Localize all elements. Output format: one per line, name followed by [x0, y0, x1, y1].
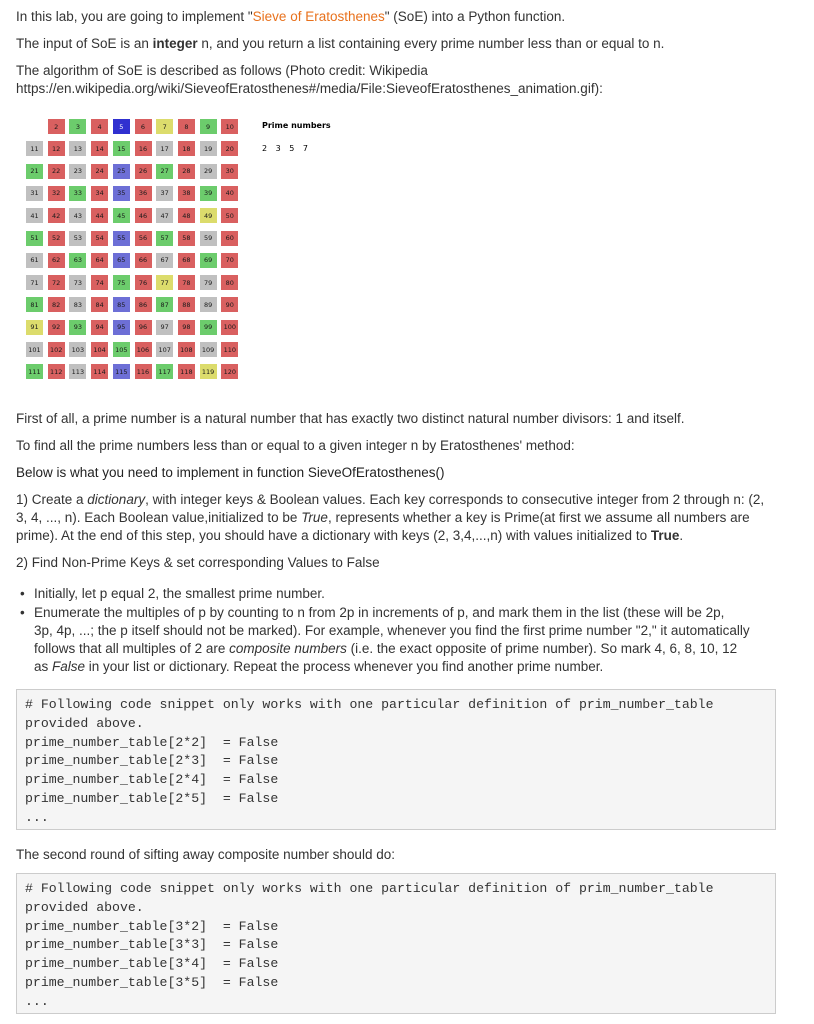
- sieve-cell: 113: [69, 364, 86, 379]
- sieve-cell: 93: [69, 320, 86, 335]
- intro-line-1: [16, 8, 565, 26]
- sieve-cell: 95: [113, 320, 130, 335]
- list-item: [20, 585, 784, 603]
- sieve-cell: 91: [26, 320, 43, 335]
- sieve-cell: 59: [200, 231, 217, 246]
- code-line: provided above.: [25, 899, 144, 915]
- bullet-text-part: in your list or dictionary. Repeat the process whenever you find another prime number.: [85, 659, 604, 674]
- sieve-cell: 30: [221, 164, 238, 179]
- step1-text: , with integer keys & Boolean values. Each key corresponds to consecutive integer from 2 through n: (2,: [145, 492, 765, 507]
- method-intro: To find all the prime numbers less than or equal to a given integer n by Eratosthenes' method:: [16, 438, 575, 453]
- primes-found-list: 2 3 5 7: [262, 144, 308, 153]
- sieve-cell: 22: [48, 164, 65, 179]
- sieve-cell: 88: [178, 297, 195, 312]
- sieve-cell: 103: [69, 342, 86, 357]
- sieve-cell: 96: [135, 320, 152, 335]
- sieve-cell: 33: [69, 186, 86, 201]
- step1-line-3: [16, 527, 683, 545]
- code-block-second-round: [16, 873, 776, 1014]
- sieve-cell: 92: [48, 320, 65, 335]
- sieve-cell: 23: [69, 164, 86, 179]
- step1-text: , represents whether a key is Prime(at first we assume all numbers are: [327, 510, 750, 525]
- sieve-cell: 58: [178, 231, 195, 246]
- sieve-cell: 41: [26, 208, 43, 223]
- sieve-cell: 110: [221, 342, 238, 357]
- sieve-cell: 18: [178, 141, 195, 156]
- sieve-cell: 16: [135, 141, 152, 156]
- sieve-cell: 90: [221, 297, 238, 312]
- sieve-cell: 6: [135, 119, 152, 134]
- sieve-cell: 101: [26, 342, 43, 357]
- code-line: prime_number_table[3*3] = False: [25, 937, 279, 953]
- sieve-cell: 71: [26, 275, 43, 290]
- code-line: prime_number_table[2*4] = False: [25, 772, 279, 788]
- sieve-cell: 72: [48, 275, 65, 290]
- sieve-cell: 62: [48, 253, 65, 268]
- sieve-cell: 79: [200, 275, 217, 290]
- intro-url: https://en.wikipedia.org/wiki/SieveofEratosthenes#/media/File:SieveofEratosthenes_animation.gif):: [16, 81, 603, 96]
- sieve-cell: 31: [26, 186, 43, 201]
- sieve-cell: 24: [91, 164, 108, 179]
- sieve-cell: 7: [156, 119, 173, 134]
- sieve-cell: 106: [135, 342, 152, 357]
- sieve-cell: 27: [156, 164, 173, 179]
- sieve-cell: 3: [69, 119, 86, 134]
- implementation-heading: Below is what you need to implement in function SieveOfEratosthenes(): [16, 465, 445, 480]
- sieve-cell: 67: [156, 253, 173, 268]
- intro-text: n, and you return a list containing every prime number less than or equal to n.: [197, 36, 665, 51]
- sieve-cell: 35: [113, 186, 130, 201]
- sieve-cell: 29: [200, 164, 217, 179]
- sieve-cell: 114: [91, 364, 108, 379]
- intro-text: In this lab, you are going to implement ": [16, 9, 253, 24]
- sieve-cell: 70: [221, 253, 238, 268]
- intro-text: " (SoE) into a Python function.: [384, 9, 566, 24]
- intro-line-3: The algorithm of SoE is described as follows (Photo credit: Wikipedia: [16, 63, 428, 78]
- sieve-cell: 8: [178, 119, 195, 134]
- code-line: prime_number_table[2*3] = False: [25, 753, 279, 769]
- sieve-cell: 28: [178, 164, 195, 179]
- code-line: # Following code snippet only works with one particular definition of prim_number_table: [25, 881, 714, 896]
- sieve-link[interactable]: Sieve of Eratosthenes: [252, 9, 385, 24]
- bullet-text-part: (i.e. the exact opposite of prime number). So mark 4, 6, 8, 10, 12: [346, 641, 738, 656]
- sieve-cell: 38: [178, 186, 195, 201]
- sieve-cell: 112: [48, 364, 65, 379]
- sieve-cell: 25: [113, 164, 130, 179]
- sieve-figure: [26, 118, 340, 384]
- step1-text: .: [679, 528, 684, 543]
- sieve-cell: 104: [91, 342, 108, 357]
- code-line: # Following code snippet only works with one particular definition of prim_number_table: [25, 697, 714, 712]
- second-round-text: The second round of sifting away composite number should do:: [16, 847, 395, 862]
- sieve-cell: 105: [113, 342, 130, 357]
- sieve-cell: 40: [221, 186, 238, 201]
- bullet-text: 3p, 4p, ...; the p itself should not be marked). For example, whenever you find the first prime number "2," it automatically: [34, 623, 750, 638]
- step1-italic: True: [301, 510, 328, 525]
- sieve-cell: 75: [113, 275, 130, 290]
- bullet-text-part: follows that all multiples of 2 are: [34, 641, 230, 656]
- sieve-cell: 14: [91, 141, 108, 156]
- sieve-cell: 73: [69, 275, 86, 290]
- sieve-cell: 10: [221, 119, 238, 134]
- code-line: ...: [25, 993, 49, 1009]
- step1-line-1: [16, 491, 764, 509]
- sieve-cell: 69: [200, 253, 217, 268]
- sieve-cell: 68: [178, 253, 195, 268]
- bullet-text: Initially, let p equal 2, the smallest prime number.: [34, 586, 325, 601]
- sieve-cell: 77: [156, 275, 173, 290]
- sieve-cell: 66: [135, 253, 152, 268]
- sieve-cell: 32: [48, 186, 65, 201]
- sieve-cell: 44: [91, 208, 108, 223]
- step1-text: prime). At the end of this step, you should have a dictionary with keys (2, 3,4,...,n) with values initialized to: [16, 528, 651, 543]
- sieve-cell: 82: [48, 297, 65, 312]
- bullet-italic: composite numbers: [229, 641, 347, 656]
- sieve-cell: 111: [26, 364, 43, 379]
- step1-line-2: [16, 509, 750, 527]
- sieve-cell: 61: [26, 253, 43, 268]
- sieve-cell: 50: [221, 208, 238, 223]
- sieve-cell: 60: [221, 231, 238, 246]
- sieve-cell: 85: [113, 297, 130, 312]
- code-line: prime_number_table[3*4] = False: [25, 956, 279, 972]
- sieve-cell: 83: [69, 297, 86, 312]
- sieve-cell: 52: [48, 231, 65, 246]
- sieve-cell: 51: [26, 231, 43, 246]
- sieve-cell: 56: [135, 231, 152, 246]
- sieve-cell: 81: [26, 297, 43, 312]
- sieve-cell: 11: [26, 141, 43, 156]
- sieve-cell: 37: [156, 186, 173, 201]
- step1-text: 3, 4, ..., n). Each Boolean value,initialized to be: [16, 510, 302, 525]
- sieve-cell: 89: [200, 297, 217, 312]
- sieve-cell: 94: [91, 320, 108, 335]
- sieve-cell: 20: [221, 141, 238, 156]
- bullet-text: [34, 640, 784, 658]
- step2-heading: 2) Find Non-Prime Keys & set corresponding Values to False: [16, 555, 380, 570]
- bullet-text: Enumerate the multiples of p by counting to n from 2p in increments of p, and mark them in the list (these will be 2p,: [34, 605, 725, 620]
- sieve-cell: 97: [156, 320, 173, 335]
- code-line: prime_number_table[2*2] = False: [25, 734, 279, 750]
- sieve-cell: 80: [221, 275, 238, 290]
- sieve-cell: 21: [26, 164, 43, 179]
- sieve-cell: 19: [200, 141, 217, 156]
- sieve-cell: 64: [91, 253, 108, 268]
- sieve-cell: 108: [178, 342, 195, 357]
- sieve-cell: 99: [200, 320, 217, 335]
- sieve-cell: 63: [69, 253, 86, 268]
- sieve-cell: 12: [48, 141, 65, 156]
- sieve-cell: 109: [200, 342, 217, 357]
- code-line: ...: [25, 809, 49, 825]
- sieve-cell: 65: [113, 253, 130, 268]
- sieve-cell: 42: [48, 208, 65, 223]
- integer-bold: integer: [152, 36, 198, 51]
- sieve-cell: 102: [48, 342, 65, 357]
- code-line: prime_number_table[2*5] = False: [25, 790, 279, 806]
- sieve-cell: 9: [200, 119, 217, 134]
- step1-text: 1) Create a: [16, 492, 88, 507]
- sieve-cell: 120: [221, 364, 238, 379]
- intro-line-2: [16, 35, 664, 53]
- sieve-cell: 57: [156, 231, 173, 246]
- sieve-cell: 47: [156, 208, 173, 223]
- sieve-cell: 48: [178, 208, 195, 223]
- sieve-cell: 45: [113, 208, 130, 223]
- sieve-cell: 116: [135, 364, 152, 379]
- sieve-cell: 49: [200, 208, 217, 223]
- sieve-cell: 86: [135, 297, 152, 312]
- sieve-cell: 55: [113, 231, 130, 246]
- sieve-cell: 13: [69, 141, 86, 156]
- bullet-text: [34, 658, 784, 676]
- sieve-cell: 107: [156, 342, 173, 357]
- bullet-italic: False: [52, 659, 86, 674]
- code-block-first-round: [16, 689, 776, 830]
- sieve-cell: 76: [135, 275, 152, 290]
- sieve-cell: 87: [156, 297, 173, 312]
- bullet-icon: •: [20, 586, 25, 601]
- intro-text: The input of SoE is an: [16, 36, 153, 51]
- sieve-cell: 100: [221, 320, 238, 335]
- step1-italic: dictionary: [87, 492, 146, 507]
- sieve-cell: 46: [135, 208, 152, 223]
- sieve-cell: 78: [178, 275, 195, 290]
- sieve-cell: 5: [113, 119, 130, 134]
- sieve-cell: 115: [113, 364, 130, 379]
- sieve-cell: 43: [69, 208, 86, 223]
- sieve-cell: 53: [69, 231, 86, 246]
- sieve-cell: 98: [178, 320, 195, 335]
- sieve-cell: 4: [91, 119, 108, 134]
- figure-title: Prime numbers: [262, 121, 331, 130]
- sieve-cell: 26: [135, 164, 152, 179]
- code-line: prime_number_table[3*2] = False: [25, 918, 279, 934]
- sieve-cell: 36: [135, 186, 152, 201]
- code-line: provided above.: [25, 715, 144, 731]
- bullet-icon: •: [20, 605, 25, 620]
- sieve-cell: 39: [200, 186, 217, 201]
- step1-bold: True: [650, 528, 680, 543]
- code-line: prime_number_table[3*5] = False: [25, 974, 279, 990]
- sieve-cell: 54: [91, 231, 108, 246]
- sieve-cell: 117: [156, 364, 173, 379]
- list-item: [20, 604, 784, 676]
- sieve-cell: 118: [178, 364, 195, 379]
- sieve-cell: 34: [91, 186, 108, 201]
- sieve-cell: 15: [113, 141, 130, 156]
- prime-definition: First of all, a prime number is a natural number that has exactly two distinct natural number divisors: 1 and itself.: [16, 411, 685, 426]
- sieve-cell: 84: [91, 297, 108, 312]
- sieve-cell: 17: [156, 141, 173, 156]
- sieve-cell: 119: [200, 364, 217, 379]
- sieve-cell: 74: [91, 275, 108, 290]
- sieve-cell: 2: [48, 119, 65, 134]
- bullet-text-part: as: [34, 659, 53, 674]
